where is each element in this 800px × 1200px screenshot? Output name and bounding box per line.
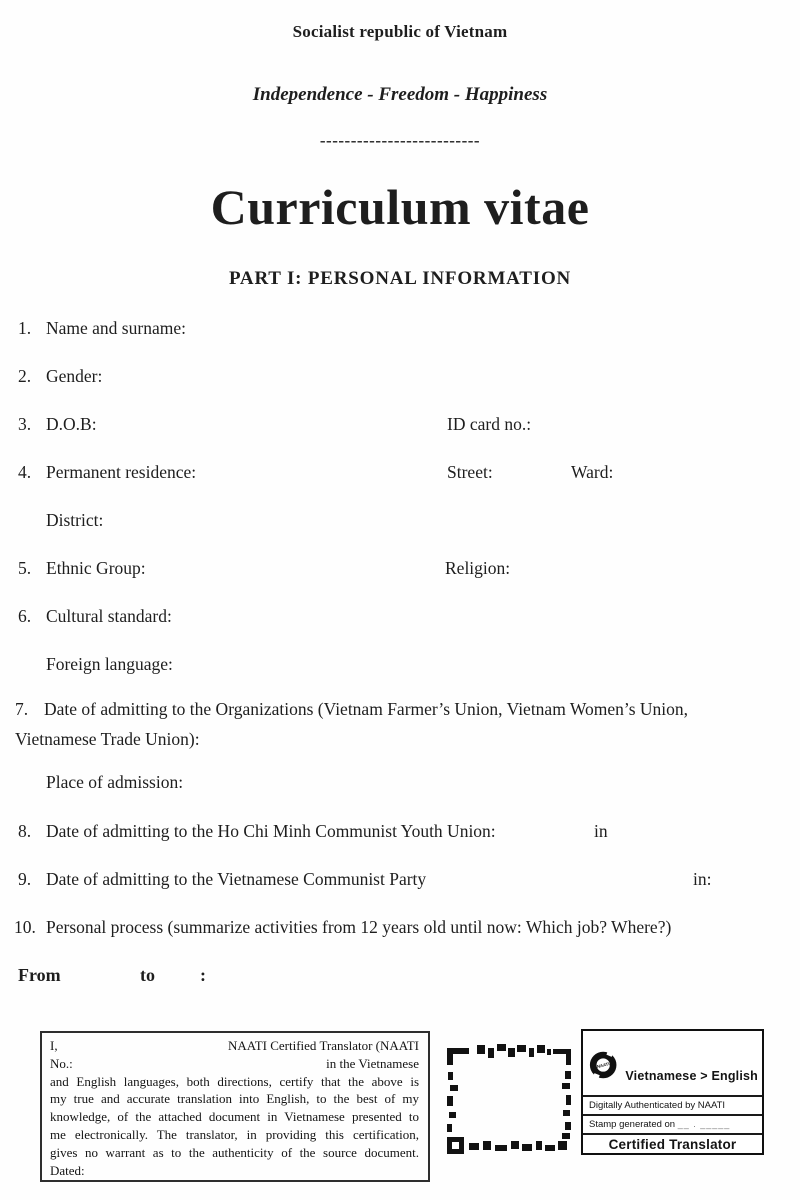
motto-heading: Independence - Freedom - Happiness — [252, 84, 548, 105]
from-to-line — [0, 965, 800, 991]
certified-translator-label: Certified Translator — [583, 1133, 762, 1153]
item-number: 7. — [15, 699, 29, 719]
stamp-header-row — [583, 1031, 762, 1095]
item-number: 6. — [18, 606, 32, 626]
naati-stamp — [581, 1029, 764, 1155]
item-number: 9. — [18, 869, 32, 889]
naati-logo-text: NAATI — [596, 1061, 610, 1070]
qr-code-icon — [445, 1042, 573, 1157]
stamp-generated-date-redacted: __ . _____ — [677, 1119, 731, 1129]
field-personal-process — [0, 917, 800, 943]
field-district — [0, 510, 800, 536]
field-name-surname — [0, 318, 800, 344]
document-title: Curriculum vitae — [210, 179, 590, 235]
item-number: 1. — [18, 318, 32, 338]
id-card-label: ID card no.: — [447, 414, 532, 434]
field-label: Personal process (summarize activities from 12 years old until now: Which job? Where?) — [46, 917, 672, 937]
field-label: Cultural standard: — [46, 606, 172, 626]
field-dob-idcard — [0, 414, 800, 440]
cert-body-line: me electronically. The translator, in providing this certification, — [50, 1126, 419, 1142]
field-label: Date of admitting to the Organizations (Vietnam Farmer’s Union, Vietnam Women’s Union, Vietnamese Trade Union): — [15, 699, 689, 749]
cert-line-1 — [50, 1037, 419, 1055]
field-label: Permanent residence: — [46, 462, 197, 482]
field-label: Date of admitting to the Ho Chi Minh Communist Youth Union: — [46, 821, 496, 841]
country-heading: Socialist republic of Vietnam — [292, 22, 508, 41]
cert-i-label: I, — [50, 1038, 58, 1053]
field-gender — [0, 366, 800, 392]
field-ethnic-religion — [0, 558, 800, 584]
cert-body-line: my true and accurate translation into English, to the best of my — [50, 1091, 419, 1107]
ward-label: Ward: — [571, 462, 614, 482]
place-of-admission-label: Place of admission: — [46, 772, 184, 792]
street-label: Street: — [447, 462, 493, 482]
field-residence — [0, 462, 800, 488]
item-number: 10. — [14, 917, 36, 937]
stamp-generated-line — [583, 1114, 762, 1133]
field-organizations — [15, 694, 765, 754]
item-number: 3. — [18, 414, 32, 434]
qr-code — [445, 1042, 573, 1162]
cert-body-line: and English languages, both directions, certify that the above is — [50, 1073, 419, 1089]
cert-naati-label: NAATI Certified Translator (NAATI — [227, 1038, 419, 1053]
field-label: Name and surname: — [46, 318, 186, 338]
field-place-of-admission — [0, 772, 800, 798]
cert-vietnamese-label: in the Vietnamese — [326, 1055, 419, 1071]
cert-line-2 — [50, 1055, 419, 1073]
field-label: D.O.B: — [46, 414, 97, 434]
item-number: 4. — [18, 462, 32, 482]
field-foreign-language — [0, 654, 800, 680]
cert-body-line: knowledge, of the attached document in Vietnamese presented to — [50, 1109, 419, 1125]
in-suffix: in — [594, 821, 608, 841]
field-communist-party — [0, 869, 800, 895]
stamp-auth-line: Digitally Authenticated by NAATI — [583, 1095, 762, 1114]
colon-label: : — [200, 965, 206, 985]
field-cultural-standard — [0, 606, 800, 632]
naati-logo-icon — [588, 1038, 618, 1092]
in-suffix: in: — [693, 869, 712, 889]
item-number: 5. — [18, 558, 32, 578]
cert-body-line: gives no warrant as to the authenticity of the source document. — [50, 1144, 419, 1160]
part-heading: PART I: PERSONAL INFORMATION — [228, 268, 572, 289]
item-number: 2. — [18, 366, 32, 386]
field-label: Ethnic Group: — [46, 558, 146, 578]
foreign-language-label: Foreign language: — [46, 654, 173, 674]
field-youth-union — [0, 821, 800, 847]
field-label: Date of admitting to the Vietnamese Communist Party — [46, 869, 427, 889]
cert-no-label: No.: — [50, 1055, 73, 1071]
field-label: Gender: — [46, 366, 103, 386]
stamp-generated-label: Stamp generated on — [589, 1119, 676, 1130]
to-label: to — [140, 965, 155, 985]
divider-dashes: -------------------------- — [319, 131, 481, 150]
certification-box — [40, 1031, 430, 1182]
from-label: From — [18, 965, 61, 985]
item-number: 8. — [18, 821, 32, 841]
language-pair-label: Vietnamese > English — [625, 1069, 758, 1083]
cert-dated-label: Dated: — [50, 1162, 85, 1178]
religion-label: Religion: — [445, 558, 511, 578]
district-label: District: — [46, 510, 104, 530]
